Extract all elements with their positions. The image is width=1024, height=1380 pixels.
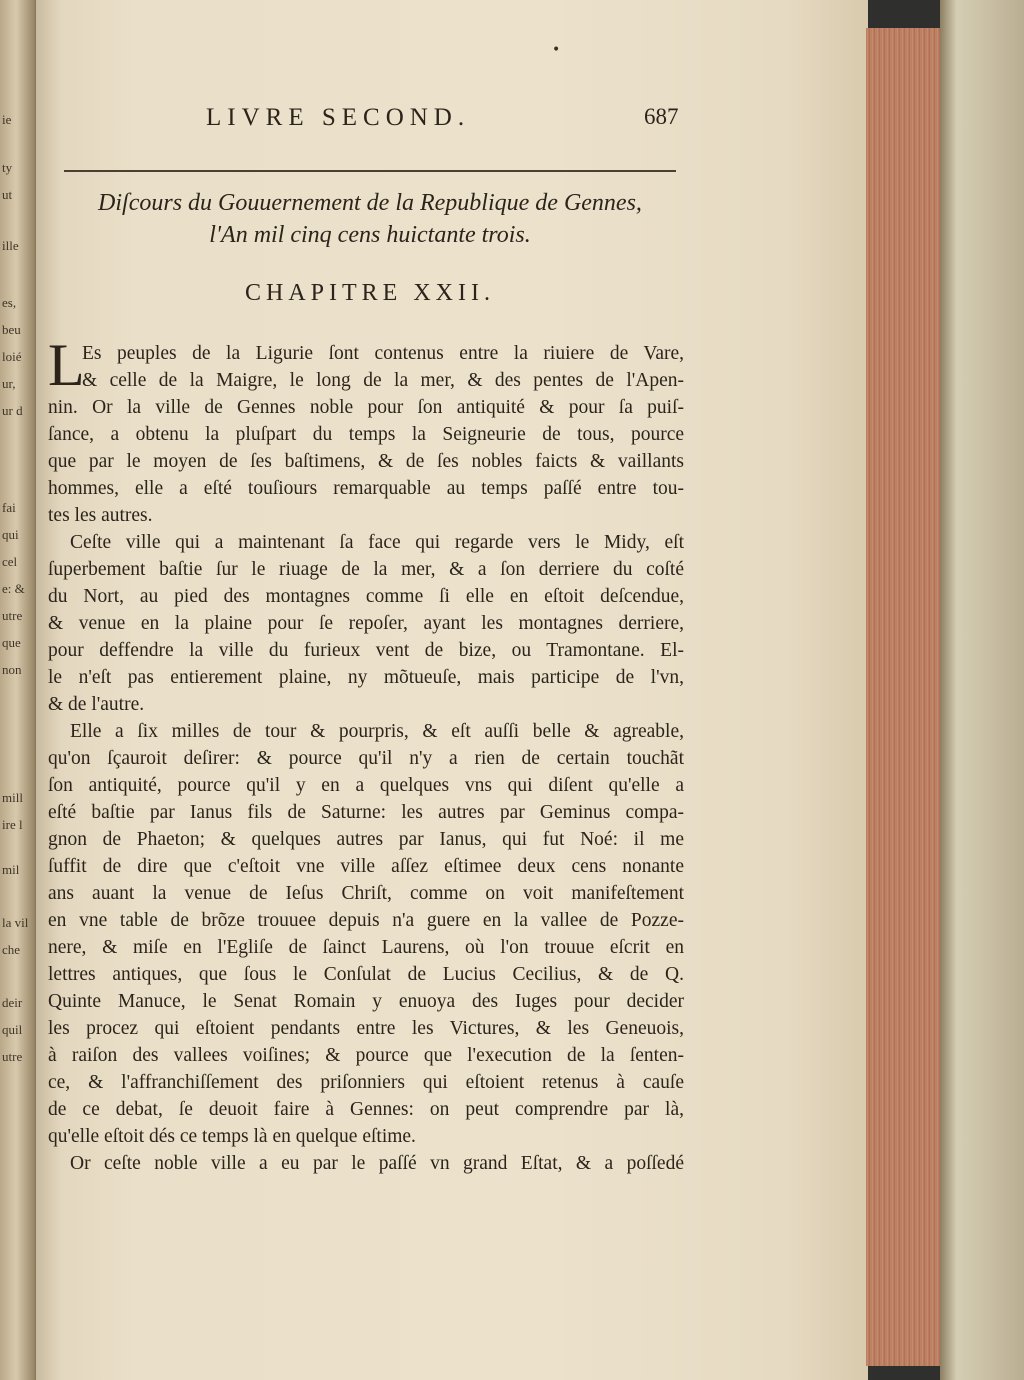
text-line: nin. Or la ville de Gennes noble pour ſon antiquité & pour ſa puiſ- [48, 397, 684, 418]
text-line: qu'on ſçauroit deſirer: & pource qu'il n'y a rien de certain touchãt [48, 748, 684, 769]
margin-fragment: deir [2, 995, 23, 1010]
fore-edge-pages [866, 28, 942, 1366]
text-line: qu'elle eſtoit dés ce temps là en quelque eſtime. [48, 1126, 416, 1147]
text-line: ſuffit de dire que c'eſtoit vne ville aſſez eſtimee deux cens nonante [48, 856, 684, 877]
margin-fragment: que [2, 635, 21, 650]
margin-fragment: che [2, 942, 21, 957]
text-line: hommes, elle a eſté touſiours remarquable au temps paſſé entre tou- [48, 478, 684, 499]
text-line: ſon antiquité, pource qu'il y en a quelques vns qui diſent qu'elle a [48, 775, 684, 796]
text-line: lettres antiques, que ſous le Conſulat de Lucius Cecilius, & de Q. [48, 964, 684, 985]
running-head: LIVRE SECOND. [206, 104, 471, 131]
text-line: pour deffendre la ville du furieux vent de bize, ou Tramontane. El- [48, 640, 684, 661]
margin-fragment: mill [2, 790, 23, 805]
book-page [36, 0, 868, 1380]
text-line: & celle de la Maigre, le long de la mer, & des pentes de l'Apen- [82, 370, 684, 391]
text-line: ſuperbement baſtie ſur le riuage de la mer, & a ſon derriere du coſté [48, 559, 684, 580]
margin-fragment: qui [2, 527, 19, 542]
text-line: les procez qui eſtoient pendants entre les Victures, & les Geneuois, [48, 1018, 684, 1039]
margin-fragment: cel [2, 554, 18, 569]
margin-fragment: ire l [2, 817, 23, 832]
text-line: le n'eſt pas entierement plaine, ny mõtueuſe, mais participe de l'vn, [48, 667, 684, 688]
title-line-1: Diſcours du Gouuernement de la Republique de Gennes, [98, 190, 642, 216]
margin-fragment: loié [2, 349, 22, 364]
margin-fragment: ur d [2, 403, 23, 418]
margin-fragment: ille [2, 238, 19, 253]
text-line: & venue en la plaine pour ſe repoſer, ayant les montagnes derriere, [48, 613, 684, 634]
text-line: que par le moyen de ſes baſtimens, & de ſes nobles faicts & vaillants [48, 451, 684, 472]
margin-fragment: e: & [2, 581, 25, 596]
margin-fragment: ur, [2, 376, 16, 391]
text-line: Quinte Manuce, le Senat Romain y enuoya des Iuges pour decider [48, 991, 684, 1012]
text-line: à raiſon des vallees voiſines; & pource que l'execution de la ſenten- [48, 1045, 684, 1066]
text-line: tes les autres. [48, 505, 153, 526]
margin-fragment: non [2, 662, 22, 677]
chapter-heading: CHAPITRE XXII. [245, 280, 495, 306]
margin-fragment: mil [2, 862, 20, 877]
facing-page-text-fragments [0, 0, 34, 1380]
text-line: Or ceſte noble ville a eu par le paſſé vn grand Eſtat, & a poſſedé [70, 1153, 684, 1174]
text-line: ſance, a obtenu la pluſpart du temps la Seigneurie de tous, pource [48, 424, 684, 445]
text-line: Elle a ſix milles de tour & pourpris, & eſt auſſi belle & agreable, [70, 721, 684, 742]
page-mark: • [552, 42, 561, 58]
margin-fragment: utre [2, 608, 23, 623]
body-text [48, 340, 684, 1177]
text-line: Ceſte ville qui a maintenant ſa face qui regarde vers le Midy, eſt [70, 532, 684, 553]
margin-fragment: utre [2, 1049, 23, 1064]
drop-cap: L [48, 332, 85, 398]
header-rule [64, 170, 676, 172]
book-cover-board [940, 0, 1024, 1380]
margin-fragment: fai [2, 500, 16, 515]
title-line-2: l'An mil cinq cens huictante trois. [209, 222, 531, 248]
text-line: ans auant la venue de Ieſus Chriſt, comme on voit manifeſtement [48, 883, 684, 904]
margin-fragment: la vil [2, 915, 29, 930]
text-line: nere, & miſe en l'Egliſe de ſainct Laurens, où l'on trouue eſcrit en [48, 937, 684, 958]
margin-fragment: ie [2, 112, 12, 127]
text-line: du Nort, au pied des montagnes comme ſi elle en eſtoit deſcendue, [48, 586, 684, 607]
text-line: Es peuples de la Ligurie ſont contenus entre la riuiere de Vare, [82, 343, 684, 364]
page-number: 687 [644, 104, 679, 129]
facing-page-edge [0, 0, 40, 1380]
margin-fragment: beu [2, 322, 21, 337]
text-line: & de l'autre. [48, 694, 145, 715]
text-line: ce, & l'affranchiſſement des priſonniers qui eſtoient retenus à cauſe [48, 1072, 684, 1093]
text-line: de ce debat, ſe deuoit faire à Gennes: on peut comprendre par là, [48, 1099, 684, 1120]
text-line: en vne table de brõze trouuee depuis n'a guere en la vallee de Pozze- [48, 910, 684, 931]
margin-fragment: es, [2, 295, 17, 310]
margin-fragment: quil [2, 1022, 23, 1037]
margin-fragment: ut [2, 187, 13, 202]
text-line: gnon de Phaeton; & quelques autres par Ianus, qui fut Noé: il me [48, 829, 684, 850]
margin-fragment: ty [2, 160, 13, 175]
text-line: eſté baſtie par Ianus fils de Saturne: les autres par Geminus compa- [48, 802, 684, 823]
